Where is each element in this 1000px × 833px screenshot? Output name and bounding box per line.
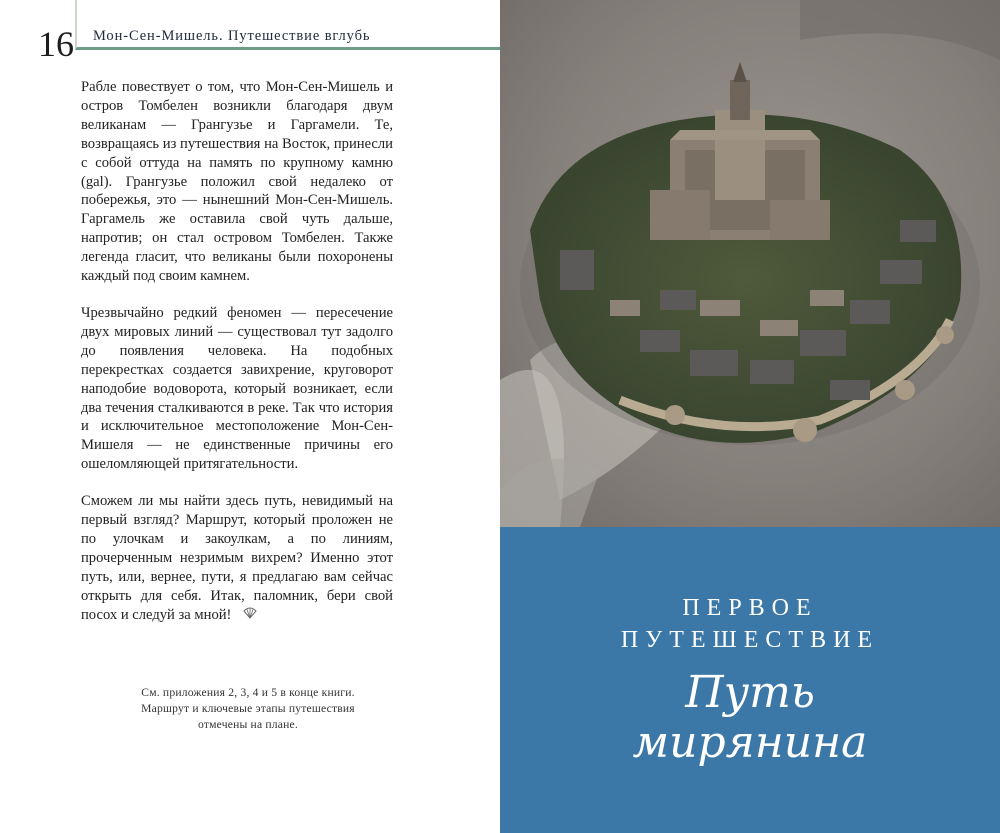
body-text	[81, 78, 393, 642]
paragraph-1: Рабле повествует о том, что Мон-Сен-Мишель и остров Томбелен возникли благодаря двум великанам — Грангузье и Гаргамели. Те, возвращаясь из путешествия на Восток, принесли с собой оттуда на память по крупному камню (gal). Грангузье положил свой недалеко от побережья, это — нынешний Мон-Сен-Мишель. Гаргамель же оставила свой чуть дальше, напротив; он стал островом Томбелен. Также легенда гласит, что великаны были похоронены каждый под своим камнем.	[81, 79, 393, 285]
paragraph-3	[81, 492, 393, 624]
page-number: 16	[38, 24, 74, 64]
running-title: Мон-Сен-Мишель. Путешествие вглубь	[93, 28, 371, 44]
paragraph-2: Чрезвычайно редкий феномен — пересечение двух мировых линий — существовал тут задолго до появления человека. На подобных перекрестках создается завихрение, круговорот наподобие водоворота, который возникает, если два течения сталкиваются в реке. Так что история и исключительное местоположение Мон-Сен-Мишеля — не единственные причины его ошеломляющей притягательности.	[81, 304, 393, 473]
footnote-line-1: См. приложения 2, 3, 4 и 5 в конце книги.	[141, 686, 355, 699]
chapter-title-line-1: Путь	[685, 667, 815, 718]
running-header	[75, 0, 500, 50]
right-page	[500, 0, 1000, 833]
paragraph-3-text: Сможем ли мы найти здесь путь, невидимый на первый взгляд? Маршрут, который проложен не по улочкам и закоулкам, а по линиям, прочерченным незримым вихрем? Именно этот путь, или, вернее, пути, я предлагаю вам сейчас открыть для себя. Итак, паломник, бери свой посох и следуй за мной!	[81, 493, 393, 623]
footnote-line-2: Маршрут и ключевые этапы путешествия	[141, 702, 355, 715]
scallop-shell-icon	[243, 606, 257, 625]
chapter-title-line-2: мирянина	[632, 717, 868, 768]
footnote	[108, 685, 388, 733]
footnote-line-3: отмечены на плане.	[197, 718, 298, 731]
chapter-label-line-2: ПУТЕШЕСТВИЕ	[620, 627, 880, 653]
chapter-title-panel	[500, 527, 1000, 833]
chapter-label-line-1: ПЕРВОЕ	[682, 595, 818, 621]
mont-saint-michel-aerial-photo	[500, 0, 1000, 527]
